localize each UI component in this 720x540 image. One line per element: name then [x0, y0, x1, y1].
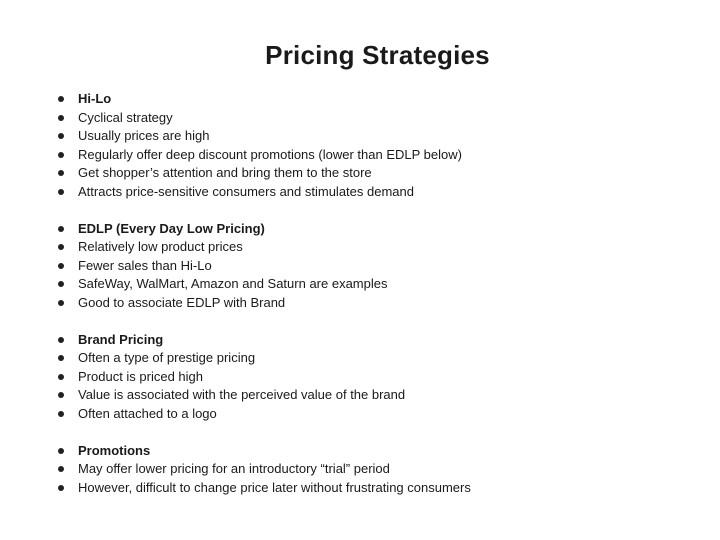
item-text: Attracts price-sensitive consumers and stimulates demand: [78, 183, 414, 199]
item-text: Get shopper’s attention and bring them to the store: [78, 165, 372, 180]
bullet-dot-icon: [58, 355, 64, 361]
item-text: Often attached to a logo: [78, 405, 217, 421]
bullet-dot-icon: [58, 466, 64, 472]
bullet-dot-icon: [58, 485, 64, 491]
item-text: May offer lower pricing for an introductory “trial” period: [78, 461, 390, 476]
bullet-group-brand-pricing: [58, 331, 698, 424]
item-heading: Promotions: [78, 442, 151, 458]
bullet-dot-icon: [58, 448, 64, 454]
item-text: Good to associate EDLP with Brand: [78, 294, 286, 310]
list-item: [58, 90, 698, 109]
list-item: [58, 442, 698, 461]
bullet-dot-icon: [58, 300, 64, 306]
list-item: [58, 183, 698, 202]
list-item: [58, 220, 698, 239]
list-item: [58, 460, 698, 479]
bullet-dot-icon: [58, 226, 64, 232]
item-text: Cyclical strategy: [78, 109, 173, 125]
list-item: [58, 349, 698, 368]
list-item: [58, 405, 698, 424]
bullet-group-promotions: [58, 442, 698, 498]
bullet-dot-icon: [58, 189, 64, 195]
list-item: [58, 368, 698, 387]
item-text: Often a type of prestige pricing: [78, 350, 256, 365]
list-item: [58, 331, 698, 350]
item-heading: Brand Pricing: [78, 331, 164, 347]
list-item: [58, 479, 698, 498]
bullet-dot-icon: [58, 133, 64, 139]
item-text: Product is priced high: [78, 368, 204, 384]
bullet-dot-icon: [58, 392, 64, 398]
bullet-group-edlp: [58, 220, 698, 313]
bullet-dot-icon: [58, 281, 64, 287]
list-item: [58, 275, 698, 294]
item-text: However, difficult to change price later without frustrating consumers: [78, 479, 471, 495]
bullet-dot-icon: [58, 96, 64, 102]
item-heading: EDLP (Every Day Low Pricing): [78, 220, 265, 236]
bullet-dot-icon: [58, 170, 64, 176]
list-item: [58, 294, 698, 313]
bullet-dot-icon: [58, 263, 64, 269]
bullet-group-hi-lo: [58, 90, 698, 201]
list-item: [58, 164, 698, 183]
bullet-dot-icon: [58, 337, 64, 343]
item-heading: Hi-Lo: [78, 91, 112, 106]
slide-title: Pricing Strategies: [265, 40, 490, 70]
list-item: [58, 127, 698, 146]
item-text: Value is associated with the perceived value of the brand: [78, 387, 406, 402]
item-text: SafeWay, WalMart, Amazon and Saturn are examples: [78, 276, 388, 291]
bullet-dot-icon: [58, 244, 64, 250]
bullet-dot-icon: [58, 152, 64, 158]
list-item: [58, 146, 698, 165]
item-text: Fewer sales than Hi-Lo: [78, 257, 212, 273]
list-item: [58, 257, 698, 276]
item-text: Usually prices are high: [78, 128, 210, 143]
bullet-dot-icon: [58, 374, 64, 380]
list-item: [58, 109, 698, 128]
bullet-dot-icon: [58, 115, 64, 121]
list-item: [58, 238, 698, 257]
list-item: [58, 386, 698, 405]
bullet-content: [58, 90, 698, 516]
item-text: Regularly offer deep discount promotions (lower than EDLP below): [78, 146, 462, 162]
item-text: Relatively low product prices: [78, 239, 243, 254]
bullet-dot-icon: [58, 411, 64, 417]
